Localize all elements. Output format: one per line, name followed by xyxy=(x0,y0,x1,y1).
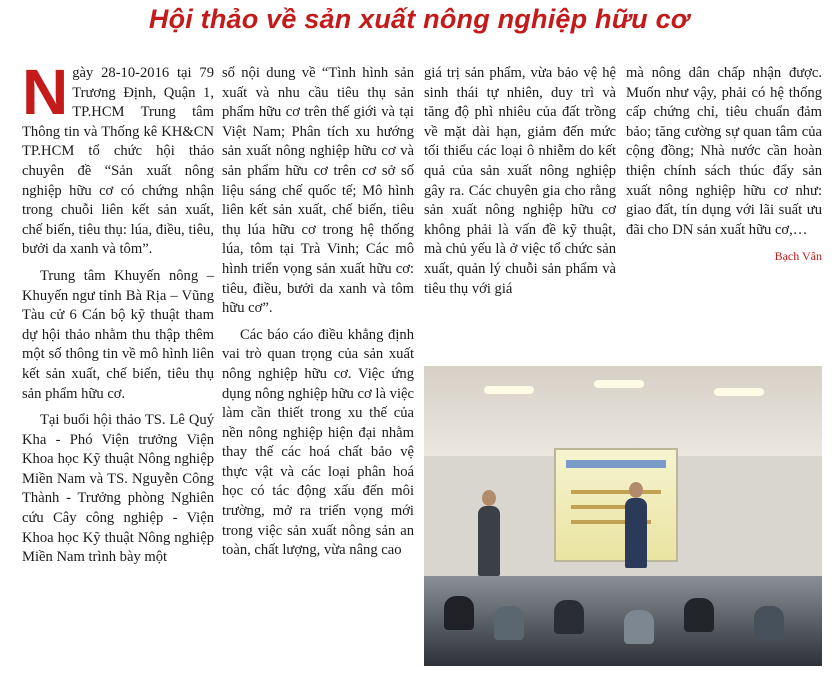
drop-cap: N xyxy=(22,56,69,128)
article-title: Hội thảo về sản xuất nông nghiệp hữu cơ xyxy=(148,4,690,34)
column-2 xyxy=(222,64,414,568)
column-4 xyxy=(626,64,822,267)
ceiling-light xyxy=(594,380,644,388)
ceiling-light xyxy=(484,386,534,394)
ceiling-light xyxy=(714,388,764,396)
audience-member xyxy=(624,610,654,644)
slide-title-bar xyxy=(566,460,666,468)
audience-member xyxy=(494,606,524,640)
speaker-head xyxy=(629,482,643,498)
audience-member xyxy=(684,598,714,632)
paragraph: Trung tâm Khuyến nông – Khuyến ngư tỉnh Bà Rịa – Vũng Tàu cử 6 Cán bộ kỹ thuật tham dự hội thảo nhằm thu thập thêm một số thông tin về mô hình liên kết sản xuất, chế biến, tiêu thụ sản phẩm hữu cơ. xyxy=(22,267,214,402)
speaker xyxy=(625,498,647,568)
audience xyxy=(424,576,822,666)
ceiling xyxy=(424,366,822,456)
paragraph: Tại buổi hội thảo TS. Lê Quý Kha - Phó Viện trưởng Viện Khoa học Kỹ thuật Nông nghiệp Miền Nam và TS. Nguyễn Công Thành - Trưởng phòng Nghiên cứu Cây công nghiệp - Viện Khoa học Kỹ thuật Nông nghiệp Miền Nam trình bày một xyxy=(22,412,214,566)
audience-member xyxy=(754,606,784,640)
column-3 xyxy=(424,64,616,306)
author-byline: Bạch Vân xyxy=(774,249,822,264)
paragraph: số nội dung về “Tình hình sản xuất và nhu cầu tiêu thụ sản phẩm hữu cơ trên thế giới và tại Việt Nam; Phân tích xu hướng sản xuất nông nghiệp hữu cơ và sản phẩm hữu cơ trên cơ sở số liệu sáng chế quốc tế; Mô hình liên kết sản xuất, chế biến, tiêu thụ lúa hữu cơ trong hệ thống lúa, tôm tại Trà Vinh; Các mô hình triển vọng sản xuất hữu cơ: tiêu, điều, bưởi da xanh và tôm hữu cơ”. xyxy=(222,65,414,317)
audience-member xyxy=(554,600,584,634)
projector-screen xyxy=(554,448,678,562)
slide-line xyxy=(571,490,661,494)
audience-member xyxy=(444,596,474,630)
paragraph-text: gày 28-10-2016 tại 79 Trương Định, Quận 1, TP.HCM Trung tâm Thông tin và Thống kê KH&CN TP.HCM tổ chức hội thảo chuyên đề “Sản xuất nông nghiệp hữu cơ có chứng nhận trong chuỗi liên kết sản xuất, chế biến, tiêu thụ: lúa, điều, tiêu, bưởi da xanh và tôm”. xyxy=(22,65,214,258)
person-standing xyxy=(478,506,500,576)
paragraph: giá trị sản phẩm, vừa bảo vệ hệ sinh thái tự nhiên, duy trì và tăng độ phì nhiêu của đất trồng về mặt dài hạn, giảm đến mức tối thiểu các loại ô nhiễm do kết quả của sản xuất nông nghiệp gây ra. Các chuyên gia cho rằng sản xuất nông nghiệp hữu cơ không phải là vấn đề kỹ thuật, mà chủ yếu là ở việc tổ chức sản xuất, quản lý chuỗi sản phẩm và tiêu thụ với giá xyxy=(424,65,616,297)
paragraph-intro xyxy=(22,56,214,260)
person-head xyxy=(482,490,496,506)
paragraph: mà nông dân chấp nhận được. Muốn như vậy, phải có hệ thống cấp chứng chỉ, tiêu chuẩn đảm bảo; tăng cường sự quan tâm của cộng đồng; Nhà nước cần hoàn thiện chính sách thúc đẩy sản xuất nông nghiệp hữu cơ như: giao đất, tín dụng với lãi suất ưu đãi cho DN sản xuất hữu cơ,… xyxy=(626,65,822,238)
paragraph: Các báo cáo điều khẳng định vai trò quan trọng của sản xuất nông nghiệp hữu cơ. Việc ứng dụng nông nghiệp hữu cơ là việc làm cần thiết trong xu thế của nền nông nghiệp hiện đại nhằm thay thế các hoá chất bảo vệ thực vật và các loại phân hoá học có tác động xấu đến môi trường, mở ra triển vọng mới trong việc sản xuất nông sản an toàn, chất lượng, vừa nâng cao xyxy=(222,326,414,559)
column-1 xyxy=(22,56,214,575)
conference-photo xyxy=(424,366,822,666)
